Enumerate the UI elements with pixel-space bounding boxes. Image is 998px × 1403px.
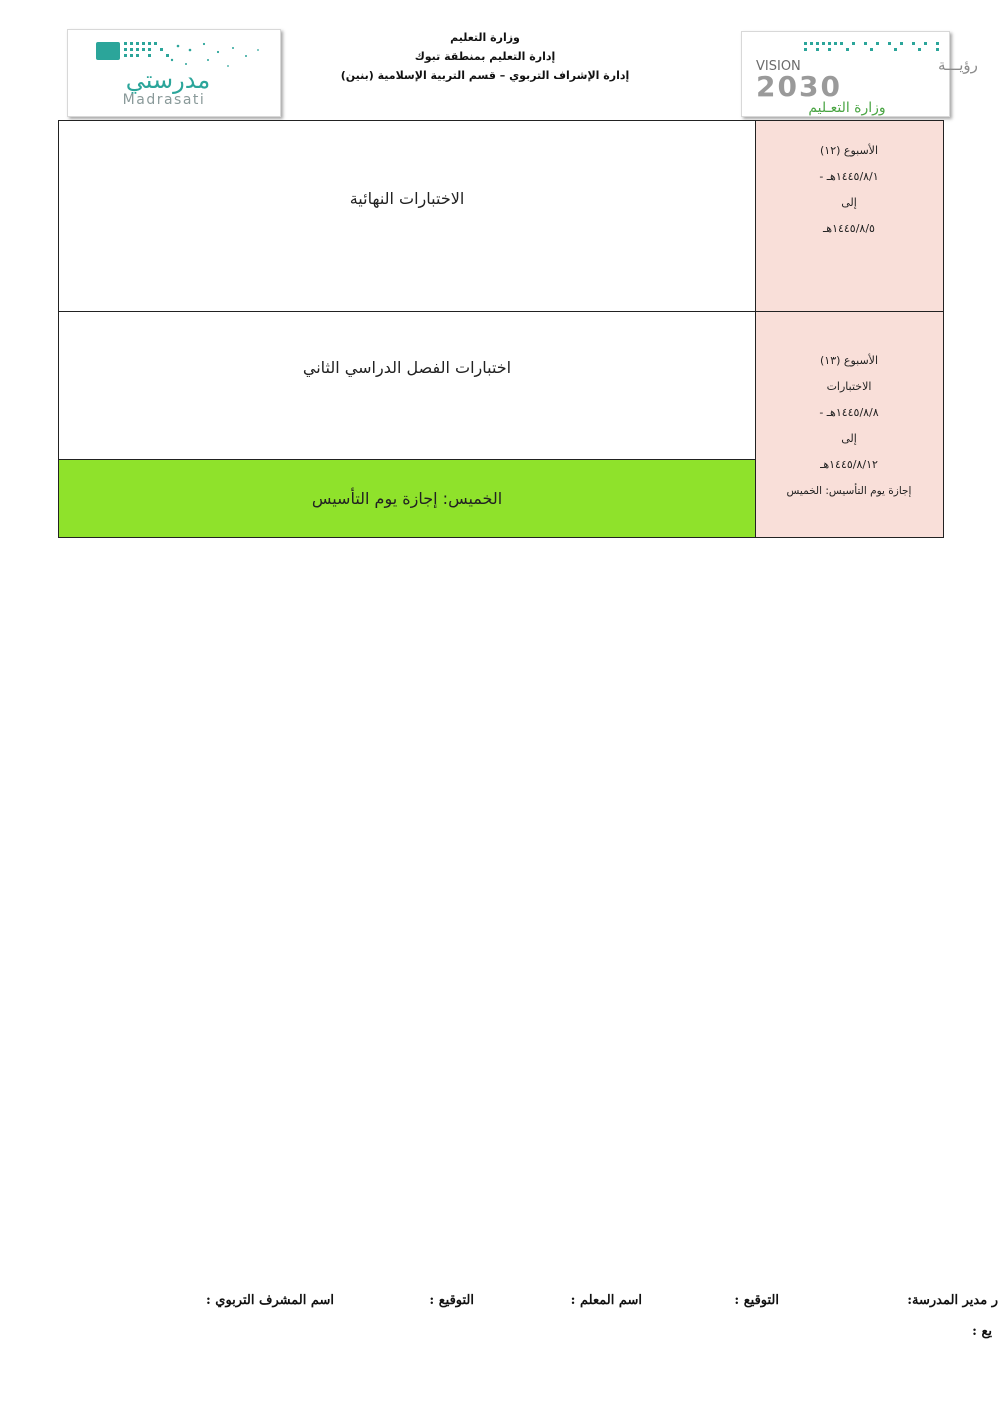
week-to-label: إلى [841, 196, 857, 209]
week-12-content-cell [58, 120, 756, 312]
madrasati-logo-graphic [68, 30, 280, 116]
week-13-cell [754, 311, 944, 538]
week-to-label: إلى [841, 432, 857, 445]
week-number: الأسبوع (١٣) [819, 354, 879, 367]
week-number: الأسبوع (١٢) [819, 144, 879, 157]
madrasati-logo [67, 29, 281, 117]
vision-2030-logo [741, 31, 978, 117]
week-end-date: ١٤٤٥/٨/٥هـ [823, 222, 875, 235]
vision-year: 2030 [756, 70, 842, 103]
footer-supervisor-name: اسم المشرف التربوي : [205, 1293, 334, 1308]
holiday-cell [58, 459, 756, 538]
document-header [330, 28, 640, 85]
vision-arabic-wordmark: رؤيـــة [938, 56, 978, 74]
footer-signature-3: يع : [972, 1324, 992, 1339]
holiday-text: الخميس: إجازة يوم التأسيس [311, 489, 503, 508]
week-holiday-note: إجازة يوم التأسيس: الخميس [786, 485, 912, 497]
week-start-date: ١٤٤٥/٨/٨هـ - [819, 406, 879, 419]
header-ministry: وزارة التعليم [450, 31, 520, 44]
footer-teacher-name: اسم المعلم : [570, 1293, 642, 1308]
header-education-directorate: إدارة التعليم بمنطقة تبوك [414, 50, 556, 63]
week-12-cell [754, 120, 944, 312]
week-start-date: ١٤٤٥/٨/١هـ - [819, 170, 879, 183]
week-13-content-cell [58, 311, 756, 460]
week-exams-label: الاختبارات [826, 380, 872, 393]
ministry-wordmark: وزارة التعـليم [808, 100, 886, 116]
header-supervision-department: إدارة الإشراف التربوي – قسم التربية الإسلامية (بنين) [340, 69, 630, 82]
week-end-date: ١٤٤٥/٨/١٢هـ [820, 458, 878, 471]
footer-signature-2: التوقيع : [429, 1293, 474, 1308]
vision-2030-logo-graphic [742, 32, 978, 116]
week-13-content: اختبارات الفصل الدراسي الثاني [302, 358, 512, 377]
madrasati-english-wordmark: Madrasati [122, 92, 206, 108]
vision-wordmark: VISION [756, 59, 801, 74]
madrasati-arabic-wordmark: مدرستي [125, 66, 211, 94]
footer-signature-1: التوقيع : [734, 1293, 779, 1308]
footer-school-manager: ر مدير المدرسة: [907, 1293, 998, 1308]
week-12-content: الاختبارات النهائية [349, 189, 465, 208]
